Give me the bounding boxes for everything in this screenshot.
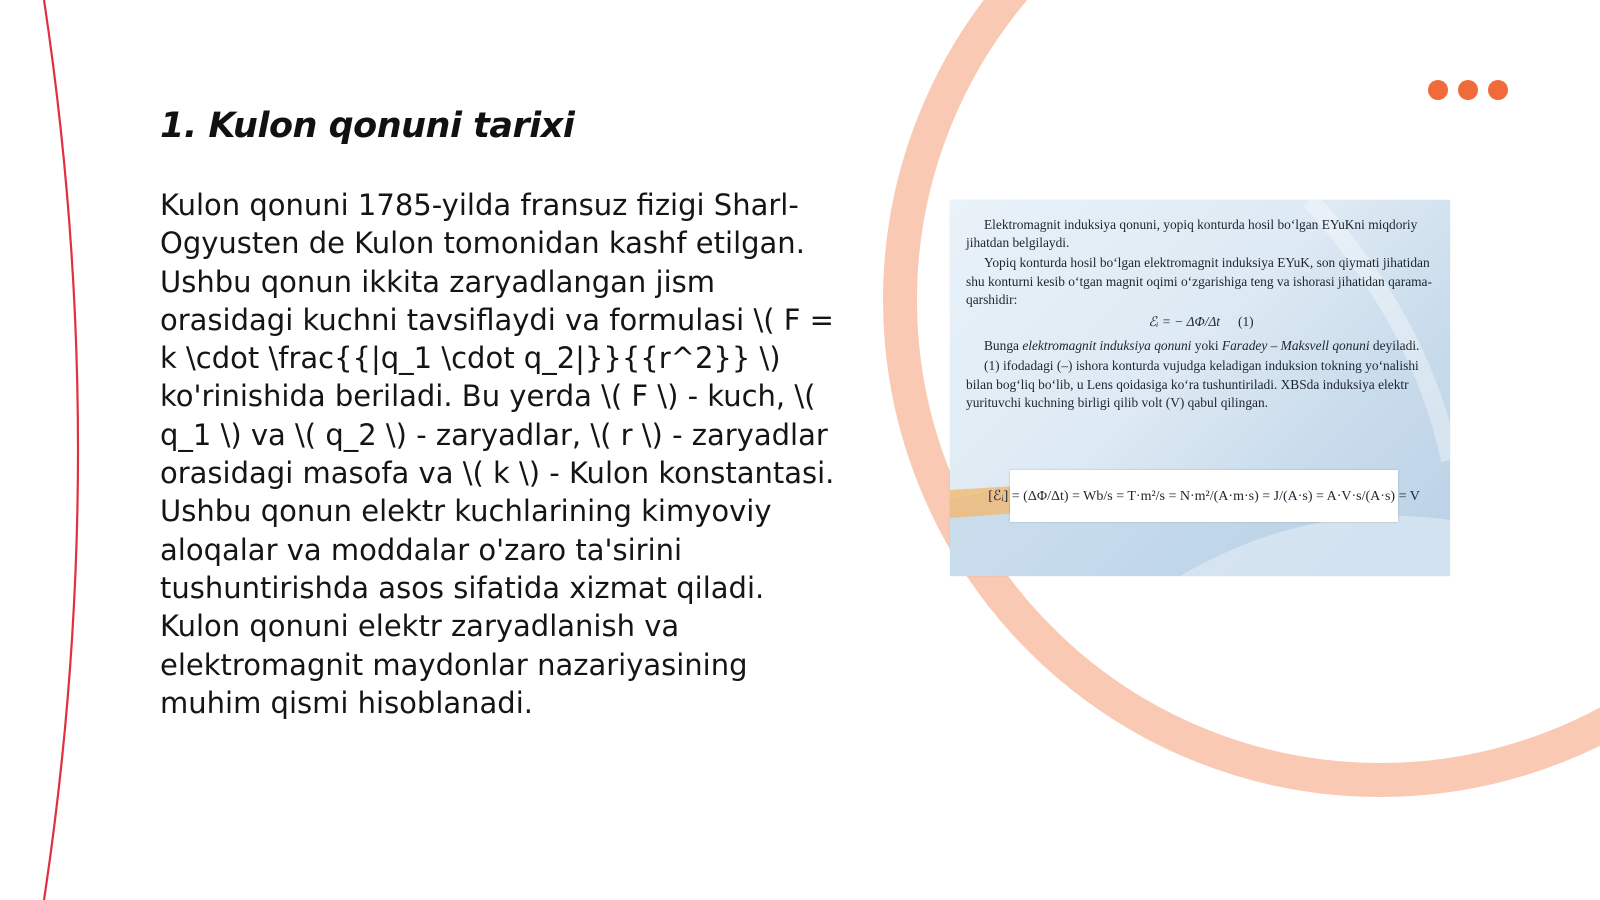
excerpt-text xyxy=(966,216,1436,414)
excerpt-paragraph xyxy=(966,337,1436,355)
induction-equation xyxy=(966,313,1436,331)
text-run: deyiladi. xyxy=(1369,338,1420,354)
emphasis-run: Faradey – Maksvell qonuni xyxy=(1221,338,1370,354)
three-dots-icon xyxy=(1428,80,1508,100)
emphasis-run: elektromagnit induksiya qonuni xyxy=(1022,338,1192,354)
slide-body-text: Kulon qonuni 1785-yilda fransuz fizigi Sharl-Ogyusten de Kulon tomonidan kashf etilgan. Ushbu qonun ikkita zaryadlangan jism orasidagi kuchni tavsiflaydi va formulasi \( F = k \cdot \frac{{|q_1 \cdot q_2|}}{{r^2}} \) ko'rinishida beriladi. Bu yerda \( F \) - kuch, \( q_1 \) va \( q_2 \) - zaryadlar, \( r \) - zaryadlar orasidagi masofa va \( k \) - Kulon konstantasi. Ushbu qonun elektr kuchlarining kimyoviy aloqalar va moddalar o'zaro ta'sirini tushuntirishda asos sifatida xizmat qiladi. Kulon qonuni elektr zaryadlanish va elektromagnit maydonlar nazariyasining muhim qismi hisoblanadi. xyxy=(160,188,835,720)
excerpt-paragraph: (1) ifodadagi (–) ishora konturda vujudga keladigan induksion tokning yo‘nalishi bilan bog‘liq bo‘lib, u Lens qoidasiga ko‘ra tushuntiriladi. XBSda induksiya elektr yurituvchi kuchning birligi qilib volt (V) qabul qilingan. xyxy=(966,358,1419,410)
slide-title: 1. Kulon qonuni tarixi xyxy=(160,106,575,146)
excerpt-paragraph: Yopiq konturda hosil bo‘lgan elektromagnit induksiya EYuK, son qiymati jihatidan shu konturni kesib o‘tgan magnit oqimi o‘zgarishiga teng va ishorasi jihatidan qarama-qarshidir: xyxy=(966,255,1432,307)
equation-number: (1) xyxy=(1238,314,1254,330)
left-curve-line xyxy=(44,0,78,900)
dot xyxy=(1458,80,1478,100)
excerpt-paragraph: Elektromagnit induksiya qonuni, yopiq konturda hosil bo‘lgan EYuKni miqdoriy jihatdan belgilaydi. xyxy=(966,217,1418,251)
dot xyxy=(1488,80,1508,100)
text-run: Bunga xyxy=(984,338,1023,354)
dot xyxy=(1428,80,1448,100)
text-run: yoki xyxy=(1191,338,1222,354)
units-formula-box xyxy=(988,470,1420,522)
units-formula: [ℰᵢ] = (ΔΦ/Δt) = Wb/s = T·m²/s = N·m²/(A·m·s) = J/(A·s) = A·V·s/(A·s) = V xyxy=(988,488,1420,504)
textbook-excerpt-image xyxy=(950,200,1450,576)
equation-text: ℰᵢ = − ΔΦ/Δt xyxy=(1148,314,1221,330)
